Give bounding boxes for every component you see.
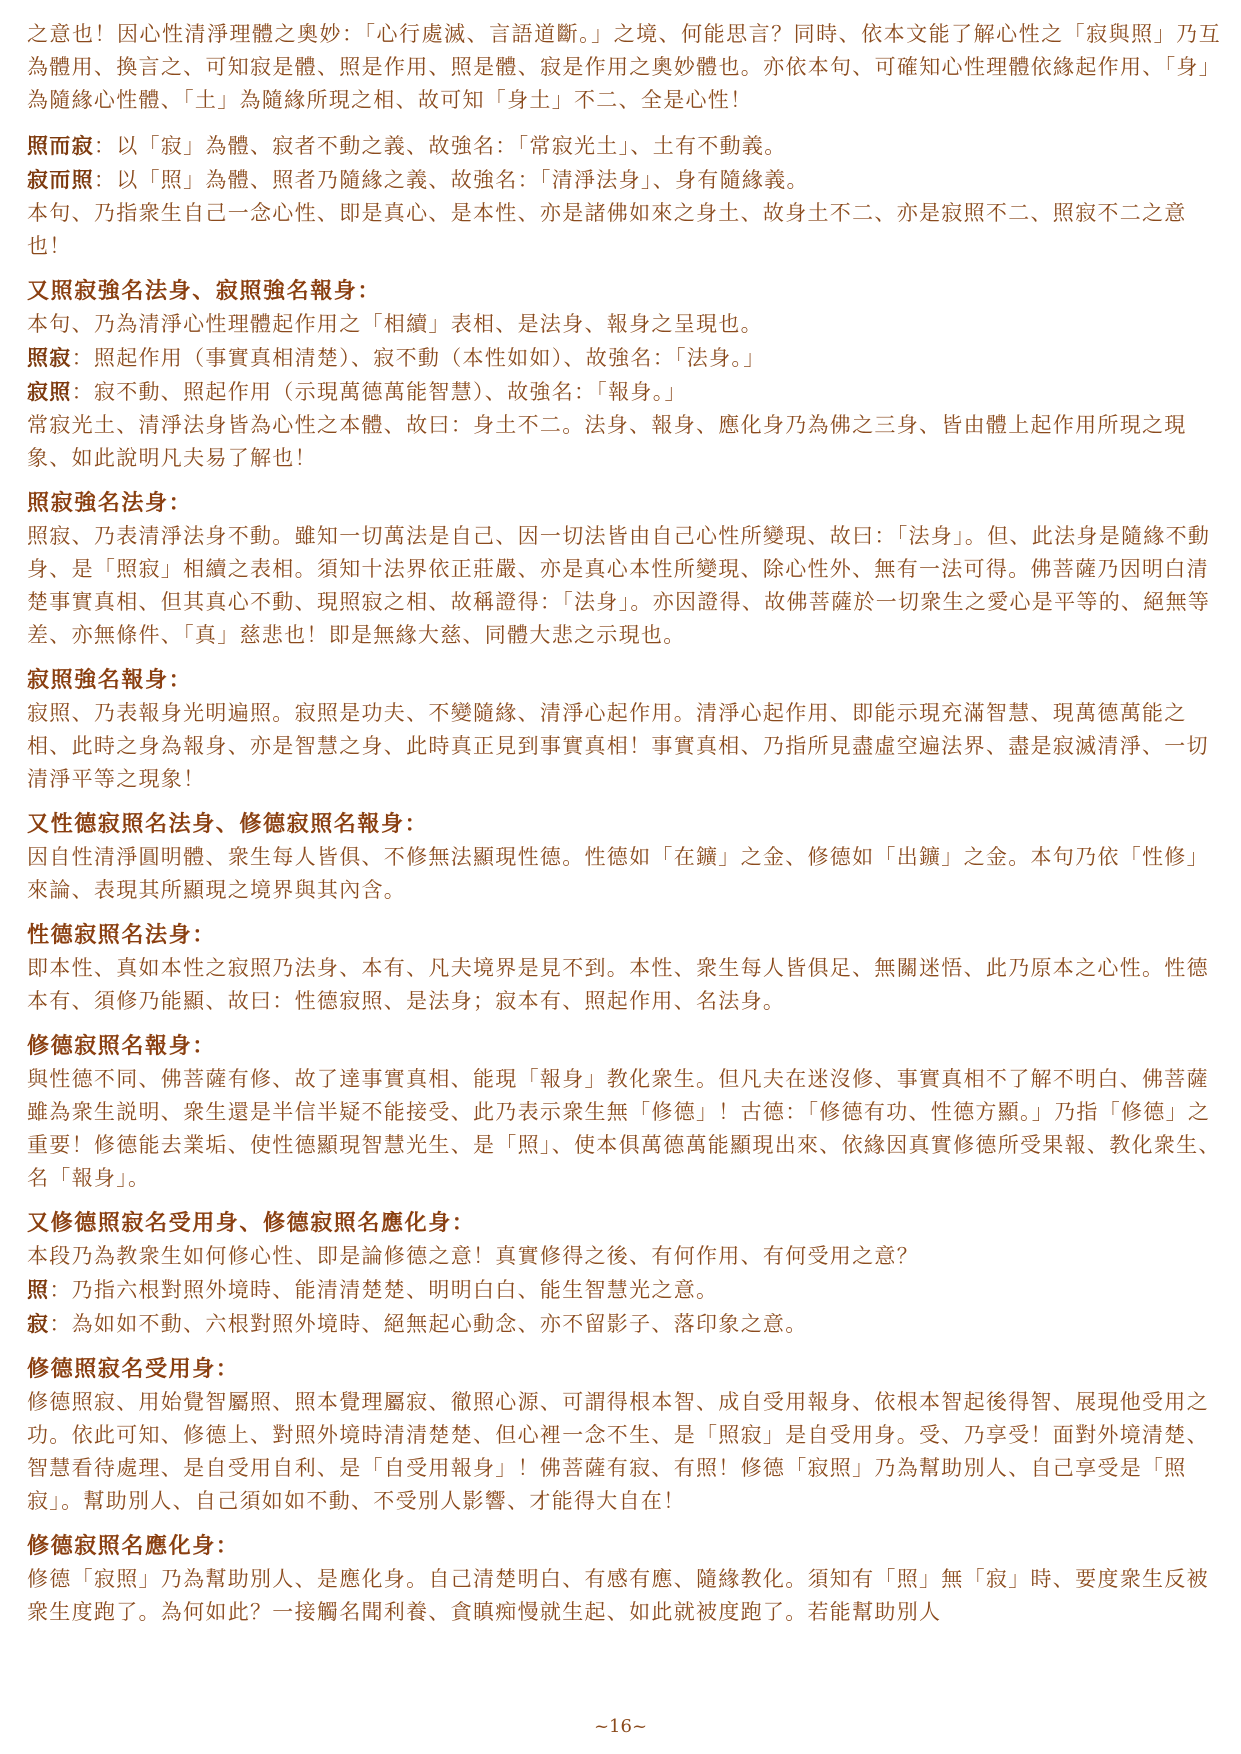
paragraph-line [27, 129, 1221, 163]
term-label: 寂而照 [27, 167, 94, 192]
line-text: ：寂不動、照起作用（示現萬德萬能智慧）、故強名：「報身。」 [71, 380, 687, 404]
section-heading: 照寂強名法身： [27, 490, 193, 516]
term-label: 照 [27, 1277, 50, 1302]
section-heading: 又修德照寂名受用身、修德寂照名應化身： [27, 1210, 476, 1236]
paragraph-line [27, 163, 1221, 197]
paragraph-line [27, 341, 1221, 375]
paragraph-line [27, 1563, 1221, 1629]
paragraph-line [27, 1386, 1221, 1518]
paragraph-line [27, 409, 1221, 475]
paragraph-line [27, 1240, 1221, 1273]
section [27, 1353, 1221, 1518]
line-text: 修德照寂、用始覺智屬照、照本覺理屬寂、徹照心源、可謂得根本智、成自受用報身、依根本智起後得智、展現他受用之功。依此可知、修德上、對照外境時清清楚楚、但心裡一念不生、是「照寂」是自受用身。受、乃享受！面對外境清楚、智慧看待處理、是自受用自利、是「自受用報身」！佛菩薩有寂、有照！修德「寂照」乃為幫助別人、自己享受是「照寂」。幫助別人、自己須如如不動、不受別人影響、才能得大自在！ [27, 1390, 1209, 1513]
paragraph-line [27, 197, 1221, 263]
section-heading: 修德照寂名受用身： [27, 1356, 240, 1382]
section [27, 664, 1221, 796]
line-text: ：乃指六根對照外境時、能清清楚楚、明明白白、能生智慧光之意。 [49, 1278, 719, 1302]
paragraph-line [27, 308, 1221, 341]
section [27, 487, 1221, 652]
line-text: 常寂光土、清淨法身皆為心性之本體、故曰：身土不二。法身、報身、應化身乃為佛之三身、皆由體上起作用所現之現象、如此說明凡夫易了解也！ [27, 413, 1187, 470]
paragraph-line [27, 1063, 1221, 1195]
term-label: 照而寂 [27, 133, 94, 158]
line-text: 因自性清淨圓明體、衆生每人皆俱、不修無法顯現性德。性德如「在鑛」之金、修德如「出鑛」之金。本句乃依「性修」來論、表現其所顯現之境界與其內含。 [27, 845, 1209, 902]
section-heading: 又性德寂照名法身、修德寂照名報身： [27, 811, 429, 837]
term-label: 寂 [27, 1311, 50, 1336]
paragraph-line [27, 1307, 1221, 1341]
line-text: ：為如如不動、六根對照外境時、絕無起心動念、亦不留影子、落印象之意。 [49, 1312, 808, 1336]
section [27, 919, 1221, 1018]
line-text: 即本性、真如本性之寂照乃法身、本有、凡夫境界是見不到。本性、衆生每人皆俱足、無關迷悟、此乃原本之心性。性德本有、須修乃能顯、故曰：性德寂照、是法身；寂本有、照起作用、名法身。 [27, 956, 1209, 1013]
line-text: 寂照、乃表報身光明遍照。寂照是功夫、不變隨緣、清淨心起作用。清淨心起作用、即能示現充滿智慧、現萬德萬能之相、此時之身為報身、亦是智慧之身、此時真正見到事實真相！事實真相、乃指所見盡虛空遍法界、盡是寂滅清淨、一切清淨平等之現象！ [27, 701, 1209, 791]
line-text: ：以「照」為體、照者乃隨緣之義、故強名：「清淨法身」、身有隨緣義。 [93, 168, 809, 192]
line-text: 本句、乃為清淨心性理體起作用之「相續」表相、是法身、報身之呈現也。 [27, 312, 763, 336]
line-text: 修德「寂照」乃為幫助別人、是應化身。自己清楚明白、有感有應、隨緣教化。須知有「照」無「寂」時、要度衆生反被衆生度跑了。為何如此？一接觸名聞利養、貪瞋痴慢就生起、如此就被度跑了。若能幫助別人 [27, 1567, 1209, 1624]
term-label: 照寂 [27, 345, 72, 370]
section-heading: 修德寂照名應化身： [27, 1533, 240, 1559]
paragraph-line [27, 1273, 1221, 1307]
line-text: 本段乃為教衆生如何修心性、即是論修德之意！真實修得之後、有何作用、有何受用之意？ [27, 1244, 919, 1268]
line-text: ：以「寂」為體、寂者不動之義、故強名：「常寂光土」、土有不動義。 [93, 134, 787, 158]
paragraph-line [27, 697, 1221, 796]
section [27, 1207, 1221, 1341]
line-text: ：照起作用（事實真相清楚）、寂不動（本性如如）、故強名：「法身。」 [71, 346, 766, 370]
section [27, 275, 1221, 475]
intro-paragraph [27, 18, 1221, 117]
term-label: 寂照 [27, 379, 72, 404]
sections-container [27, 129, 1221, 1629]
paragraph-line [27, 841, 1221, 907]
line-text: 照寂、乃表清淨法身不動。雖知一切萬法是自己、因一切法皆由自己心性所變現、故曰：「法身」。但、此法身是隨緣不動身、是「照寂」相續之表相。須知十法界依正莊嚴、亦是真心本性所變現、除心性外、無有一法可得。佛菩薩乃因明白清楚事實真相、但其真心不動、現照寂之相、故稱證得：「法身」。亦因證得、故佛菩薩於一切衆生之愛心是平等的、絕無等差、亦無條件、「真」慈悲也！即是無緣大慈、同體大悲之示現也。 [27, 524, 1211, 647]
line-text: 與性德不同、佛菩薩有修、故了達事實真相、能現「報身」教化衆生。但凡夫在迷沒修、事實真相不了解不明白、佛菩薩雖為衆生説明、衆生還是半信半疑不能接受、此乃表示衆生無「修德」！古德：「修德有功、性德方顯。」乃指「修德」之重要！修德能去業垢、使性德顯現智慧光生、是「照」、使本俱萬德萬能顯現出來、依緣因真實修德所受果報、教化衆生、名「報身」。 [27, 1067, 1221, 1190]
section-heading: 修德寂照名報身： [27, 1033, 216, 1059]
section [27, 1030, 1221, 1195]
line-text: 本句、乃指衆生自己一念心性、即是真心、是本性、亦是諸佛如來之身土、故身土不二、亦是寂照不二、照寂不二之意也！ [27, 201, 1187, 258]
paragraph-line [27, 952, 1221, 1018]
page-number: ~16~ [593, 1716, 648, 1737]
section-heading: 性德寂照名法身： [27, 922, 216, 948]
section [27, 129, 1221, 263]
section-heading: 又照寂強名法身、寂照強名報身： [27, 278, 382, 304]
paragraph-line [27, 375, 1221, 409]
section-heading: 寂照強名報身： [27, 667, 193, 693]
section [27, 1530, 1221, 1629]
intro-text: 之意也！因心性清淨理體之奧妙：「心行處滅、言語道斷。」之境、何能思言？同時、依本文能了解心性之「寂與照」乃互為體用、換言之、可知寂是體、照是作用、照是體、寂是作用之奧妙體也。亦依本句、可確知心性理體依緣起作用、「身」為隨緣心性體、「土」為隨緣所現之相、故可知「身土」不二、全是心性！ [27, 22, 1221, 112]
document-page [27, 18, 1221, 1641]
section [27, 808, 1221, 907]
paragraph-line [27, 520, 1221, 652]
